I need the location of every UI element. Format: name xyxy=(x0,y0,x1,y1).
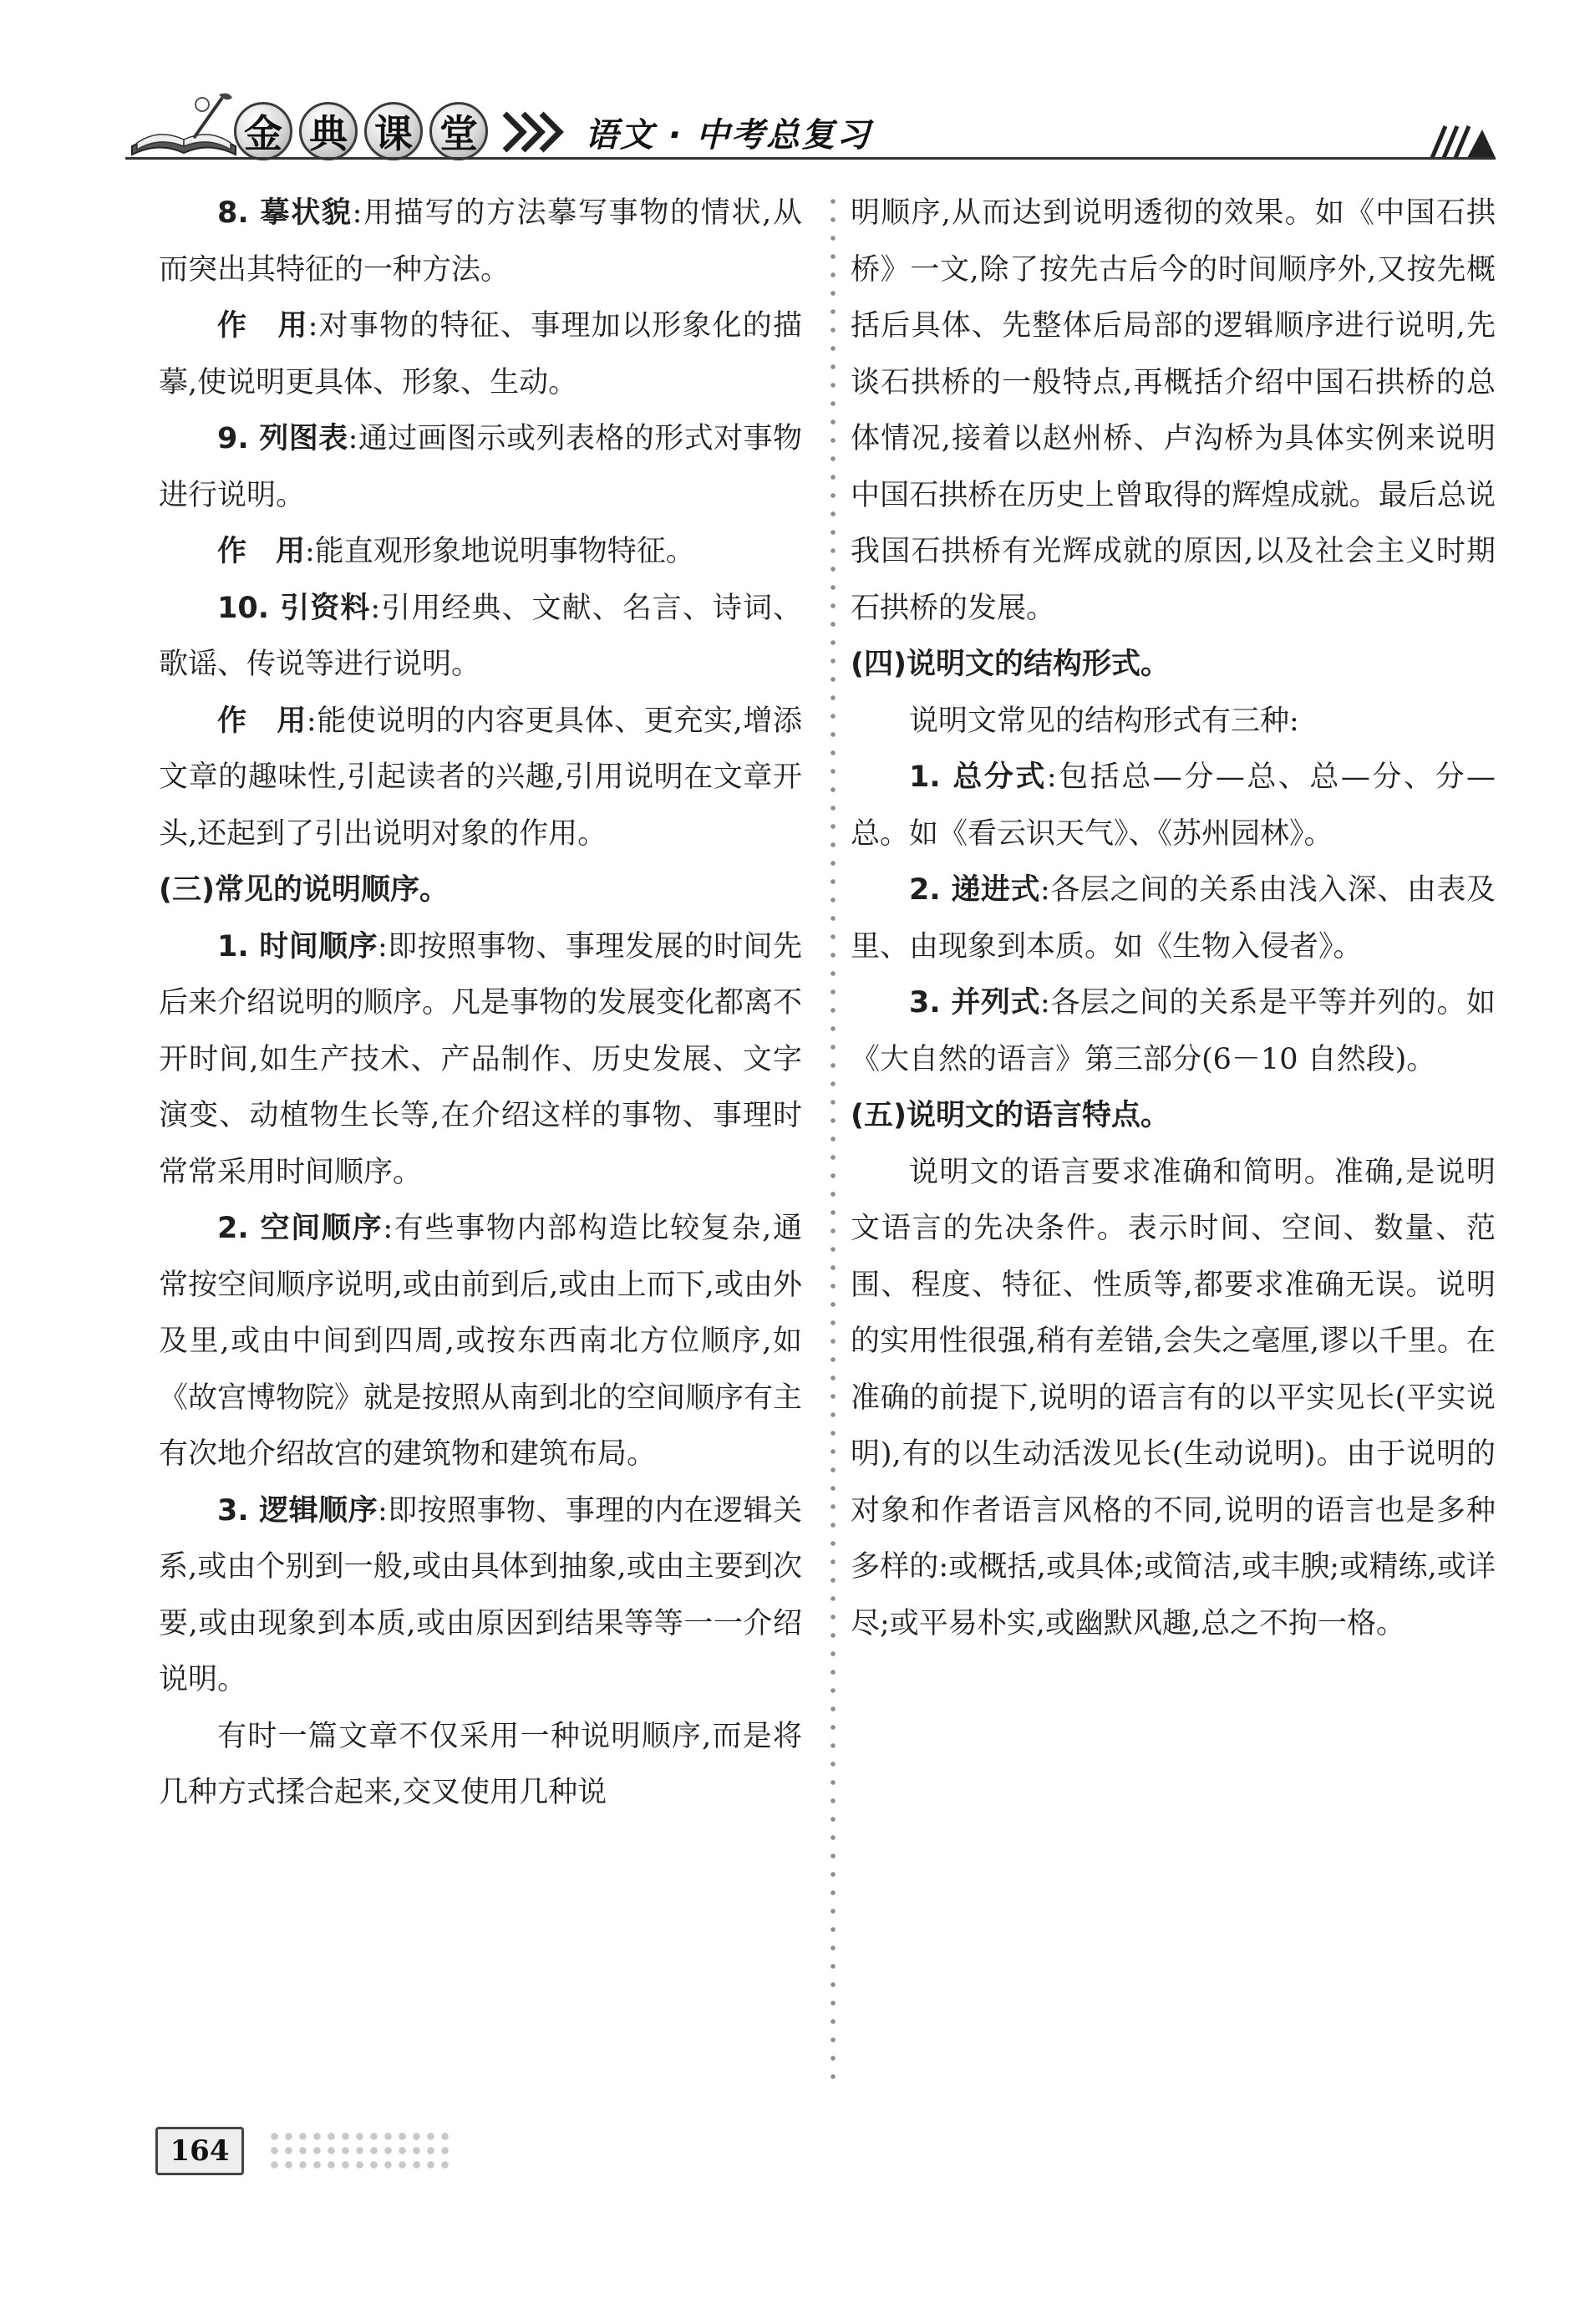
double-chevron-right-icon xyxy=(501,110,568,154)
paragraph: 说明文的语言要求准确和简明。准确,是说明文语言的先决条件。表示时间、空间、数量、范围、程度、特征、性质等,都要求准确无误。说明的实用性很强,稍有差错,会失之毫厘,谬以千里。在准确的前提下,说明的语言有的以平实见长(平实说明),有的以生动活泼见长(生动说明)。由于说明的对象和作者语言风格的不同,说明的语言也是多种多样的:或概括,或具体;或简洁,或丰腴;或精练,或详尽;或平易朴实,或幽默风趣,总之不拘一格。 xyxy=(851,1155,1496,1640)
item-label: 作 用 xyxy=(217,704,307,738)
brand-char: 堂 xyxy=(429,102,488,160)
item-label: 作 用 xyxy=(217,309,308,343)
list-item xyxy=(851,750,1496,862)
item-label: 2. 递进式 xyxy=(909,873,1041,907)
column-divider xyxy=(825,192,841,2081)
dot-pattern-decoration xyxy=(267,2129,451,2173)
list-item xyxy=(159,298,802,411)
paragraph: 有时一篇文章不仅采用一种说明顺序,而是将几种方式揉合起来,交叉使用几种说 xyxy=(159,1719,802,1809)
list-item xyxy=(159,581,802,694)
section-heading: (三)常见的说明顺序。 xyxy=(159,873,449,907)
item-label: 作 用 xyxy=(217,535,306,568)
item-text: :用描写的方法摹写事物的情状,从而突出其特征的一种方法。 xyxy=(159,196,802,287)
item-text: :各层之间的关系是平等并列的。如《大自然的语言》第三部分(6－10 自然段)。 xyxy=(851,986,1496,1076)
page-header xyxy=(0,0,1595,175)
list-item xyxy=(159,919,802,1202)
list-item xyxy=(159,186,802,298)
left-column xyxy=(159,186,802,1822)
item-label: 1. 时间顺序 xyxy=(217,929,378,964)
list-item xyxy=(159,411,802,524)
paragraph: 说明文常见的结构形式有三种: xyxy=(909,704,1299,738)
list-item xyxy=(159,1201,802,1483)
brand-char: 课 xyxy=(364,102,423,160)
item-label: 8. 摹状貌 xyxy=(217,196,353,230)
item-text: :对事物的特征、事理加以形象化的描摹,使说明更具体、形象、生动。 xyxy=(159,309,802,399)
right-column xyxy=(851,186,1496,1652)
item-text: :有些事物内部构造比较复杂,通常按空间顺序说明,或由前到后,或由上而下,或由外及里,或由中间到四周,或按东西南北方位顺序,如《故宫博物院》就是按照从南到北的空间顺序有主有次地介绍故宫的建筑物和建筑布局。 xyxy=(159,1212,803,1471)
item-label: 10. 引资料 xyxy=(217,591,371,625)
item-text: :即按照事物、事理发展的时间先后来介绍说明的顺序。凡是事物的发展变化都离不开时间,如生产技术、产品制作、历史发展、文字演变、动植物生长等,在介绍这样的事物、事理时常常采用时间顺序。 xyxy=(159,929,803,1189)
item-text: :通过画图示或列表格的形式对事物进行说明。 xyxy=(159,422,803,512)
slash-triangle-decoration-icon xyxy=(1429,121,1496,159)
brand-title xyxy=(234,102,488,160)
list-item xyxy=(851,975,1496,1088)
item-text: :包括总—分—总、总—分、分—总。如《看云识天气》、《苏州园林》。 xyxy=(851,760,1496,851)
open-book-logo-icon xyxy=(125,88,242,163)
section-heading: (四)说明文的结构形式。 xyxy=(851,648,1170,681)
item-text: :能直观形象地说明事物特征。 xyxy=(305,535,695,568)
brand-char: 金 xyxy=(234,102,292,160)
list-item xyxy=(159,1483,802,1709)
item-text: :引用经典、文献、名言、诗词、歌谣、传说等进行说明。 xyxy=(159,591,803,681)
item-label: 2. 空间顺序 xyxy=(217,1212,384,1245)
item-text: :即按照事物、事理的内在逻辑关系,或由个别到一般,或由具体到抽象,或由主要到次要,或由现象到本质,或由原因到结果等等一一介绍说明。 xyxy=(159,1493,802,1696)
item-label: 3. 逻辑顺序 xyxy=(217,1493,378,1528)
brand-char: 典 xyxy=(299,102,358,160)
list-item xyxy=(159,524,802,581)
section-heading: (五)说明文的语言特点。 xyxy=(851,1099,1170,1132)
subject-title: 语文 · 中考总复习 xyxy=(585,116,872,155)
list-item xyxy=(851,862,1496,975)
item-label: 9. 列图表 xyxy=(217,422,348,455)
page-number: 164 xyxy=(155,2127,244,2175)
item-text: :各层之间的关系由浅入深、由表及里、由现象到本质。如《生物入侵者》。 xyxy=(851,873,1496,964)
item-text: :能使说明的内容更具体、更充实,增添文章的趣味性,引起读者的兴趣,引用说明在文章开头,还起到了引出说明对象的作用。 xyxy=(159,704,802,851)
paragraph: 明顺序,从而达到说明透彻的效果。如《中国石拱桥》一文,除了按先古后今的时间顺序外,又按先概括后具体、先整体后局部的逻辑顺序进行说明,先谈石拱桥的一般特点,再概括介绍中国石拱桥的总体情况,接着以赵州桥、卢沟桥为具体实例来说明中国石拱桥在历史上曾取得的辉煌成就。最后总说我国石拱桥有光辉成就的原因,以及社会主义时期石拱桥的发展。 xyxy=(851,196,1496,625)
item-label: 1. 总分式 xyxy=(909,760,1047,794)
header-rule xyxy=(125,157,1496,160)
list-item xyxy=(159,694,802,863)
item-label: 3. 并列式 xyxy=(909,986,1041,1020)
